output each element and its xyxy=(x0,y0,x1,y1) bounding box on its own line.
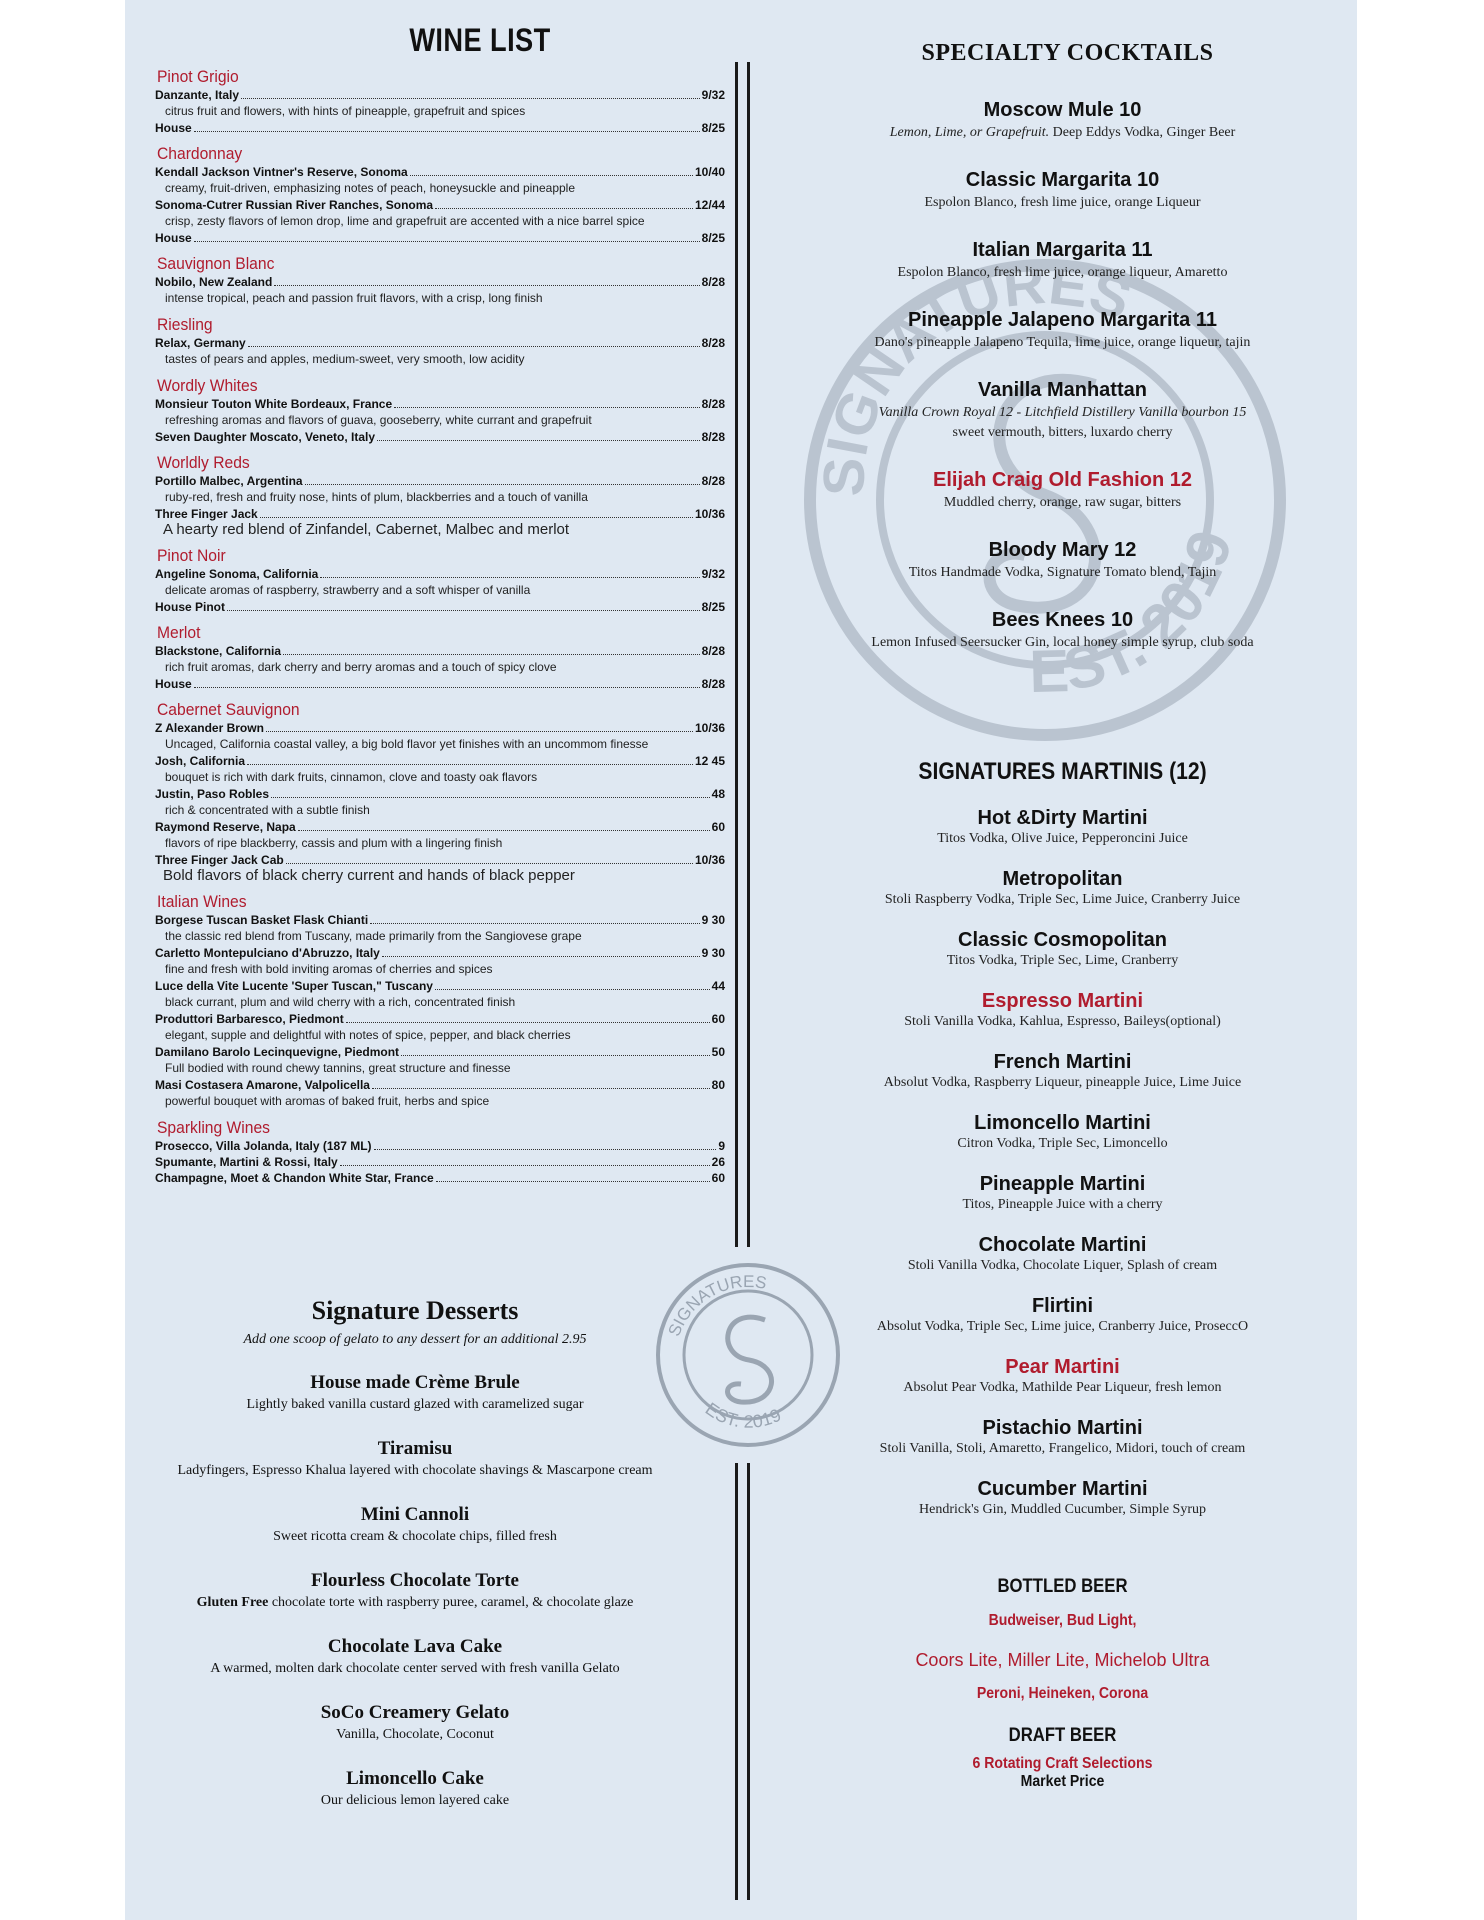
wine-row xyxy=(155,1077,725,1093)
wine-description: A hearty red blend of Zinfandel, Cabernet, Malbec and merlot xyxy=(163,521,570,538)
dessert-description-text: Lightly baked vanilla custard glazed with caramelized sugar xyxy=(246,1397,584,1412)
dessert-description-text: A warmed, molten dark chocolate center served with fresh vanilla Gelato xyxy=(210,1661,620,1676)
wine-row xyxy=(155,506,725,522)
wine-description: elegant, supple and delightful with notes of spice, pepper, and black cherries xyxy=(165,1028,571,1042)
dot-leader xyxy=(435,208,693,209)
wine-name: Blackstone, California xyxy=(155,644,282,658)
martini-item xyxy=(825,1234,1300,1274)
martini-name: Flirtini xyxy=(1031,1295,1094,1317)
dot-leader xyxy=(248,346,700,347)
wine-row xyxy=(155,120,725,136)
dot-leader xyxy=(298,830,710,831)
wine-section xyxy=(155,144,725,246)
cocktail-description xyxy=(825,124,1300,142)
martini-name: Classic Cosmopolitan xyxy=(958,929,1167,951)
dessert-name: SoCo Creamery Gelato xyxy=(320,1702,510,1723)
martini-description: Stoli Vanilla Vodka, Chocolate Liquer, Splash of cream xyxy=(907,1258,1218,1273)
cocktail-item xyxy=(825,309,1300,352)
wine-name: Portillo Malbec, Argentina xyxy=(155,474,303,488)
wine-price: 26 xyxy=(711,1155,725,1169)
bottled-beer-line: Budweiser, Bud Light, xyxy=(988,1612,1137,1629)
bottled-beer-line: Peroni, Heineken, Corona xyxy=(976,1685,1149,1702)
cocktail-name: Classic Margarita 10 xyxy=(965,169,1160,191)
wine-name: House xyxy=(155,231,192,245)
cocktail-item xyxy=(825,609,1300,652)
wine-price: 8/25 xyxy=(701,600,725,614)
wine-description: creamy, fruit-driven, emphasizing notes of peach, honeysuckle and pineapple xyxy=(165,181,576,195)
dot-leader xyxy=(241,98,700,99)
wine-name: Prosecco, Villa Jolanda, Italy (187 ML) xyxy=(155,1139,372,1153)
dessert-description xyxy=(165,1660,665,1678)
desserts-subtitle: Add one scoop of gelato to any dessert for an additional 2.95 xyxy=(243,1332,587,1347)
cocktail-item xyxy=(825,379,1300,442)
dessert-description-text: Our delicious lemon layered cake xyxy=(320,1793,510,1808)
wine-row xyxy=(155,164,725,180)
cocktail-item xyxy=(825,169,1300,212)
wine-section-name: Pinot Grigio xyxy=(157,67,239,86)
dot-leader xyxy=(346,1022,710,1023)
wine-price: 8/25 xyxy=(701,121,725,135)
wine-row xyxy=(155,197,725,213)
martini-description: Absolut Vodka, Triple Sec, Lime juice, Cranberry Juice, ProseccO xyxy=(876,1319,1249,1334)
wine-row xyxy=(155,396,725,412)
wine-name: Masi Costasera Amarone, Valpolicella xyxy=(155,1078,370,1092)
wine-row xyxy=(155,819,725,835)
wine-price: 60 xyxy=(711,820,725,834)
wine-description: intense tropical, peach and passion fruit flavors, with a crisp, long finish xyxy=(165,291,543,305)
bottled-beer-title: BOTTLED BEER xyxy=(997,1576,1128,1597)
cocktail-description-text: Espolon Blanco, fresh lime juice, orange Liqueur xyxy=(924,195,1201,210)
dessert-name: Mini Cannoli xyxy=(360,1504,470,1525)
cocktail-description-text: Deep Eddys Vodka, Ginger Beer xyxy=(1049,125,1236,140)
cocktail-name: Pineapple Jalapeno Margarita 11 xyxy=(907,309,1217,331)
wine-price: 10/36 xyxy=(694,853,725,867)
divider-line xyxy=(747,62,750,1247)
wine-price: 8/28 xyxy=(701,474,725,488)
wine-section xyxy=(155,254,725,307)
martini-description: Titos Vodka, Triple Sec, Lime, Cranberry xyxy=(946,953,1179,968)
watermark-est-text: EST. 2019 xyxy=(1028,523,1245,706)
wine-name: Josh, California xyxy=(155,754,246,768)
wine-row xyxy=(155,335,725,351)
martini-description: Hendrick's Gin, Muddled Cucumber, Simple Syrup xyxy=(919,1502,1206,1517)
wine-sections xyxy=(155,67,725,1186)
wine-name: Produttori Barbaresco, Piedmont xyxy=(155,1012,344,1026)
dessert-name: Tiramisu xyxy=(377,1438,453,1459)
wine-description: rich & concentrated with a subtle finish xyxy=(165,803,370,817)
martini-item xyxy=(825,1478,1300,1518)
martini-description: Titos, Pineapple Juice with a cherry xyxy=(962,1197,1163,1212)
menu-page xyxy=(125,0,1357,1920)
watermark-arc-text: SIGNATURES xyxy=(811,250,1140,498)
martini-name: French Martini xyxy=(993,1051,1132,1073)
martini-name: Cucumber Martini xyxy=(977,1478,1148,1500)
wine-name: Z Alexander Brown xyxy=(155,721,264,735)
wine-row xyxy=(155,1154,725,1170)
martini-item xyxy=(825,1417,1300,1457)
martini-item xyxy=(825,868,1300,908)
wine-row xyxy=(155,753,725,769)
dot-leader xyxy=(374,1149,717,1150)
wine-price: 10/36 xyxy=(694,721,725,735)
cocktail-description xyxy=(825,634,1300,652)
wine-section-name: Pinot Noir xyxy=(157,546,226,565)
wine-name: Monsieur Touton White Bordeaux, France xyxy=(155,397,393,411)
dot-leader xyxy=(260,517,693,518)
martini-list xyxy=(825,807,1300,1518)
dot-leader xyxy=(194,687,700,688)
wine-name: Champagne, Moet & Chandon White Star, France xyxy=(155,1171,434,1185)
wine-price: 8/28 xyxy=(701,275,725,289)
dessert-list xyxy=(165,1372,665,1810)
wine-name: Damilano Barolo Lecinquevigne, Piedmont xyxy=(155,1045,400,1059)
wine-name: House xyxy=(155,121,192,135)
wine-section-name: Cabernet Sauvignon xyxy=(157,700,300,719)
wine-row xyxy=(155,912,725,928)
dessert-item xyxy=(165,1636,665,1678)
dot-leader xyxy=(370,923,699,924)
wine-price: 10/36 xyxy=(694,507,725,521)
dessert-name: Chocolate Lava Cake xyxy=(327,1636,503,1657)
wine-row xyxy=(155,429,725,445)
wine-list xyxy=(155,22,725,1186)
wine-row xyxy=(155,1170,725,1186)
dot-leader xyxy=(320,577,699,578)
wine-description: delicate aromas of raspberry, strawberry and a soft whisper of vanilla xyxy=(165,583,531,597)
dessert-item xyxy=(165,1504,665,1546)
martini-name: Pineapple Martini xyxy=(979,1173,1146,1195)
draft-beer-price: Market Price xyxy=(1020,1773,1105,1790)
dessert-item xyxy=(165,1438,665,1480)
wine-price: 12 45 xyxy=(694,754,725,768)
wine-list-title: WINE LIST xyxy=(409,22,551,58)
wine-price: 12/44 xyxy=(694,198,725,212)
wine-row xyxy=(155,87,725,103)
dot-leader xyxy=(382,956,700,957)
martini-description: Stoli Vanilla, Stoli, Amaretto, Frangelico, Midori, touch of cream xyxy=(879,1441,1246,1456)
wine-row xyxy=(155,473,725,489)
wine-price: 9/32 xyxy=(701,88,725,102)
wine-price: 10/40 xyxy=(694,165,725,179)
wine-section xyxy=(155,892,725,1110)
wine-name: Relax, Germany xyxy=(155,336,246,350)
wine-description: Full bodied with round chewy tannins, great structure and finesse xyxy=(165,1061,511,1075)
martini-item xyxy=(825,1112,1300,1152)
martini-item xyxy=(825,929,1300,969)
wine-row xyxy=(155,786,725,802)
wine-section xyxy=(155,453,725,538)
wine-name: House Pinot xyxy=(155,600,226,614)
dot-leader xyxy=(401,1055,710,1056)
dessert-description xyxy=(165,1462,665,1480)
wine-row xyxy=(155,643,725,659)
martini-name: Metropolitan xyxy=(1002,868,1123,890)
cocktail-name: Bees Knees 10 xyxy=(991,609,1134,631)
wine-section xyxy=(155,623,725,692)
dot-leader xyxy=(274,285,699,286)
wine-name: Raymond Reserve, Napa xyxy=(155,820,296,834)
divider-line xyxy=(735,62,738,1247)
wine-section-name: Sparkling Wines xyxy=(157,1118,271,1137)
cocktail-description-italic: Vanilla Crown Royal 12 - Litchfield Distillery Vanilla bourbon 15 xyxy=(878,405,1247,420)
dessert-description xyxy=(165,1528,665,1546)
wine-description: bouquet is rich with dark fruits, cinnamon, clove and toasty oak flavors xyxy=(165,770,538,784)
dessert-item xyxy=(165,1768,665,1810)
dessert-name: Limoncello Cake xyxy=(346,1768,484,1789)
dot-leader xyxy=(372,1088,710,1089)
beer-section xyxy=(825,1576,1300,1791)
wine-row xyxy=(155,852,725,868)
wine-price: 9 30 xyxy=(701,946,725,960)
drinks-column xyxy=(825,40,1300,1791)
wine-section xyxy=(155,315,725,368)
wine-section xyxy=(155,376,725,445)
dot-leader xyxy=(436,1181,710,1182)
dessert-description xyxy=(165,1594,665,1612)
wine-price: 8/28 xyxy=(701,397,725,411)
signatures-center-logo xyxy=(653,1260,843,1450)
wine-section-name: Italian Wines xyxy=(157,892,247,911)
cocktail-list xyxy=(825,99,1300,652)
dot-leader xyxy=(435,989,710,990)
wine-name: Danzante, Italy xyxy=(155,88,240,102)
wine-row xyxy=(155,599,725,615)
wine-description: flavors of ripe blackberry, cassis and plum with a lingering finish xyxy=(165,836,503,850)
cocktail-description xyxy=(825,264,1300,282)
dot-leader xyxy=(377,440,700,441)
wine-price: 50 xyxy=(711,1045,725,1059)
martini-description: Titos Vodka, Olive Juice, Pepperoncini Juice xyxy=(937,831,1188,846)
center-logo-est-text: EST. 2019 xyxy=(701,1398,785,1432)
dessert-item xyxy=(165,1372,665,1414)
wine-section xyxy=(155,700,725,884)
wine-description: Uncaged, California coastal valley, a big bold flavor yet finishes with an uncommom finesse xyxy=(165,737,649,751)
cocktail-description-text: Muddled cherry, orange, raw sugar, bitters xyxy=(943,495,1182,510)
wine-name: Nobilo, New Zealand xyxy=(155,275,273,289)
cocktail-item xyxy=(825,539,1300,582)
martini-name: Pistachio Martini xyxy=(982,1417,1143,1439)
divider-line xyxy=(747,1463,750,1900)
martini-description: Stoli Raspberry Vodka, Triple Sec, Lime Juice, Cranberry Juice xyxy=(884,892,1241,907)
dot-leader xyxy=(227,610,700,611)
wine-row xyxy=(155,945,725,961)
wine-row xyxy=(155,676,725,692)
divider-line xyxy=(735,1463,738,1900)
dessert-description xyxy=(165,1726,665,1744)
dessert-description-text: Vanilla, Chocolate, Coconut xyxy=(336,1727,494,1742)
martini-name: Chocolate Martini xyxy=(978,1234,1147,1256)
martini-name: Hot &Dirty Martini xyxy=(977,807,1148,829)
martini-description: Stoli Vanilla Vodka, Kahlua, Espresso, Baileys(optional) xyxy=(904,1014,1221,1029)
wine-section-name: Merlot xyxy=(157,623,201,642)
wine-description: Bold flavors of black cherry current and hands of black pepper xyxy=(163,867,575,884)
wine-section-name: Sauvignon Blanc xyxy=(157,254,275,273)
dot-leader xyxy=(194,131,700,132)
wine-name: Kendall Jackson Vintner's Reserve, Sonoma xyxy=(155,165,408,179)
wine-row xyxy=(155,566,725,582)
wine-price: 8/28 xyxy=(701,677,725,691)
martini-item xyxy=(825,990,1300,1030)
cocktail-description-italic: Lemon, Lime, or Grapefruit. xyxy=(889,125,1050,140)
cocktail-description-text: Espolon Blanco, fresh lime juice, orange liqueur, Amaretto xyxy=(897,265,1228,280)
wine-section xyxy=(155,1118,725,1186)
wine-name: House xyxy=(155,677,192,691)
cocktail-item xyxy=(825,469,1300,512)
wine-price: 8/28 xyxy=(701,430,725,444)
bottled-beer-line: Coors Lite, Miller Lite, Michelob Ultra xyxy=(915,1650,1210,1670)
dessert-tag: Gluten Free xyxy=(196,1595,269,1610)
wine-price: 44 xyxy=(711,979,725,993)
dessert-description-text: Sweet ricotta cream & chocolate chips, filled fresh xyxy=(273,1529,557,1544)
wine-price: 60 xyxy=(711,1012,725,1026)
martini-item xyxy=(825,1295,1300,1335)
center-logo-arc-text: SIGNATURES xyxy=(664,1271,769,1339)
wine-description: rich fruit aromas, dark cherry and berry aromas and a touch of spicy clove xyxy=(165,660,557,674)
martini-description: Citron Vodka, Triple Sec, Limoncello xyxy=(957,1136,1168,1151)
svg-text:SIGNATURES xyxy=(664,1272,768,1339)
wine-section-name: Chardonnay xyxy=(157,144,243,163)
wine-description: the classic red blend from Tuscany, made primarily from the Sangiovese grape xyxy=(165,929,582,943)
desserts-section xyxy=(165,1296,665,1810)
cocktails-title: SPECIALTY COCKTAILS xyxy=(921,40,1214,66)
martini-name: Limoncello Martini xyxy=(974,1112,1151,1134)
dessert-item xyxy=(165,1702,665,1744)
wine-price: 8/28 xyxy=(701,336,725,350)
cocktail-description xyxy=(825,194,1300,212)
wine-section xyxy=(155,67,725,136)
dessert-description xyxy=(165,1396,665,1414)
wine-description: tastes of pears and apples, medium-sweet, very smooth, low acidity xyxy=(165,352,525,366)
dessert-description xyxy=(165,1792,665,1810)
dot-leader xyxy=(286,863,693,864)
wine-name: Luce della Vite Lucente 'Super Tuscan," Tuscany xyxy=(155,979,433,993)
dessert-item xyxy=(165,1570,665,1612)
wine-section-name: Riesling xyxy=(157,315,213,334)
martini-name: Pear Martini xyxy=(1005,1356,1120,1378)
cocktail-description-text: Lemon Infused Seersucker Gin, local honey simple syrup, club soda xyxy=(871,635,1254,650)
martini-item xyxy=(825,807,1300,847)
martini-name: Espresso Martini xyxy=(981,990,1144,1012)
cocktail-description-text: Dano's pineapple Jalapeno Tequila, lime juice, orange liqueur, tajin xyxy=(874,335,1251,350)
wine-price: 8/25 xyxy=(701,231,725,245)
dot-leader xyxy=(271,797,710,798)
wine-description: refreshing aromas and flavors of guava, gooseberry, white currant and grapefruit xyxy=(165,413,592,427)
wine-row xyxy=(155,720,725,736)
wine-description: crisp, zesty flavors of lemon drop, lime and grapefruit are accented with a nice barrel spice xyxy=(165,214,645,228)
dessert-description-text: Ladyfingers, Espresso Khalua layered with chocolate shavings & Mascarpone cream xyxy=(177,1463,653,1478)
cocktail-description xyxy=(825,404,1300,422)
cocktail-name: Moscow Mule 10 xyxy=(983,99,1142,121)
dot-leader xyxy=(247,764,693,765)
martini-item xyxy=(825,1356,1300,1396)
wine-price: 60 xyxy=(711,1171,725,1185)
wine-description: powerful bouquet with aromas of baked fruit, herbs and spice xyxy=(165,1094,490,1108)
cocktail-description xyxy=(825,334,1300,352)
wine-row xyxy=(155,274,725,290)
dot-leader xyxy=(394,407,700,408)
dessert-name: Flourless Chocolate Torte xyxy=(311,1570,519,1591)
cocktail-item xyxy=(825,99,1300,142)
cocktail-description: sweet vermouth, bitters, luxardo cherry xyxy=(952,425,1173,440)
wine-row xyxy=(155,1011,725,1027)
cocktail-item xyxy=(825,239,1300,282)
dot-leader xyxy=(283,654,700,655)
wine-price: 48 xyxy=(711,787,725,801)
wine-price: 9 30 xyxy=(701,913,725,927)
cocktail-name: Bloody Mary 12 xyxy=(988,539,1137,561)
wine-price: 80 xyxy=(711,1078,725,1092)
dot-leader xyxy=(305,484,700,485)
cocktail-description xyxy=(825,564,1300,582)
wine-section-name: Wordly Whites xyxy=(157,376,258,395)
wine-name: Borgese Tuscan Basket Flask Chianti xyxy=(155,913,369,927)
martinis-title: SIGNATURES MARTINIS (12) xyxy=(918,758,1207,785)
wine-price: 8/28 xyxy=(701,644,725,658)
wine-name: Three Finger Jack Cab xyxy=(155,853,284,867)
wine-name: Seven Daughter Moscato, Veneto, Italy xyxy=(155,430,376,444)
dot-leader xyxy=(410,175,693,176)
draft-beer-line: 6 Rotating Craft Selections xyxy=(972,1755,1153,1772)
wine-name: Angeline Sonoma, California xyxy=(155,567,319,581)
dessert-description-text: chocolate torte with raspberry puree, caramel, & chocolate glaze xyxy=(268,1595,634,1610)
wine-section xyxy=(155,546,725,615)
wine-description: black currant, plum and wild cherry with a rich, concentrated finish xyxy=(165,995,516,1009)
wine-price: 9 xyxy=(718,1139,725,1153)
wine-name: Carletto Montepulciano d'Abruzzo, Italy xyxy=(155,946,380,960)
wine-name: Spumante, Martini & Rossi, Italy xyxy=(155,1155,338,1169)
wine-price: 9/32 xyxy=(701,567,725,581)
draft-beer-title: DRAFT BEER xyxy=(1008,1725,1117,1746)
dessert-name: House made Crème Brule xyxy=(310,1372,520,1393)
dot-leader xyxy=(194,241,700,242)
cocktail-name: Elijah Craig Old Fashion 12 xyxy=(933,469,1192,491)
desserts-title: Signature Desserts xyxy=(311,1296,519,1325)
wine-name: Justin, Paso Robles xyxy=(155,787,270,801)
martini-description: Absolut Pear Vodka, Mathilde Pear Liqueur, fresh lemon xyxy=(903,1380,1222,1395)
wine-description: fine and fresh with bold inviting aromas of cherries and spices xyxy=(165,962,493,976)
cocktail-description xyxy=(825,494,1300,512)
wine-section-name: Worldly Reds xyxy=(157,453,250,472)
martini-item xyxy=(825,1173,1300,1213)
cocktail-description-text: Titos Handmade Vodka, Signature Tomato blend, Tajin xyxy=(908,565,1217,580)
wine-row xyxy=(155,1044,725,1060)
martini-description: Absolut Vodka, Raspberry Liqueur, pineapple Juice, Lime Juice xyxy=(883,1075,1242,1090)
wine-row xyxy=(155,1138,725,1154)
cocktail-name: Italian Margarita 11 xyxy=(972,239,1153,261)
cocktail-name: Vanilla Manhattan xyxy=(978,379,1147,401)
wine-description: ruby-red, fresh and fruity nose, hints of plum, blackberries and a touch of vanilla xyxy=(165,490,588,504)
wine-row xyxy=(155,230,725,246)
wine-row xyxy=(155,978,725,994)
wine-name: Sonoma-Cutrer Russian River Ranches, Sonoma xyxy=(155,198,434,212)
wine-description: citrus fruit and flowers, with hints of pineapple, grapefruit and spices xyxy=(165,104,526,118)
wine-name: Three Finger Jack xyxy=(155,507,258,521)
dot-leader xyxy=(340,1165,710,1166)
dot-leader xyxy=(266,731,693,732)
martini-item xyxy=(825,1051,1300,1091)
